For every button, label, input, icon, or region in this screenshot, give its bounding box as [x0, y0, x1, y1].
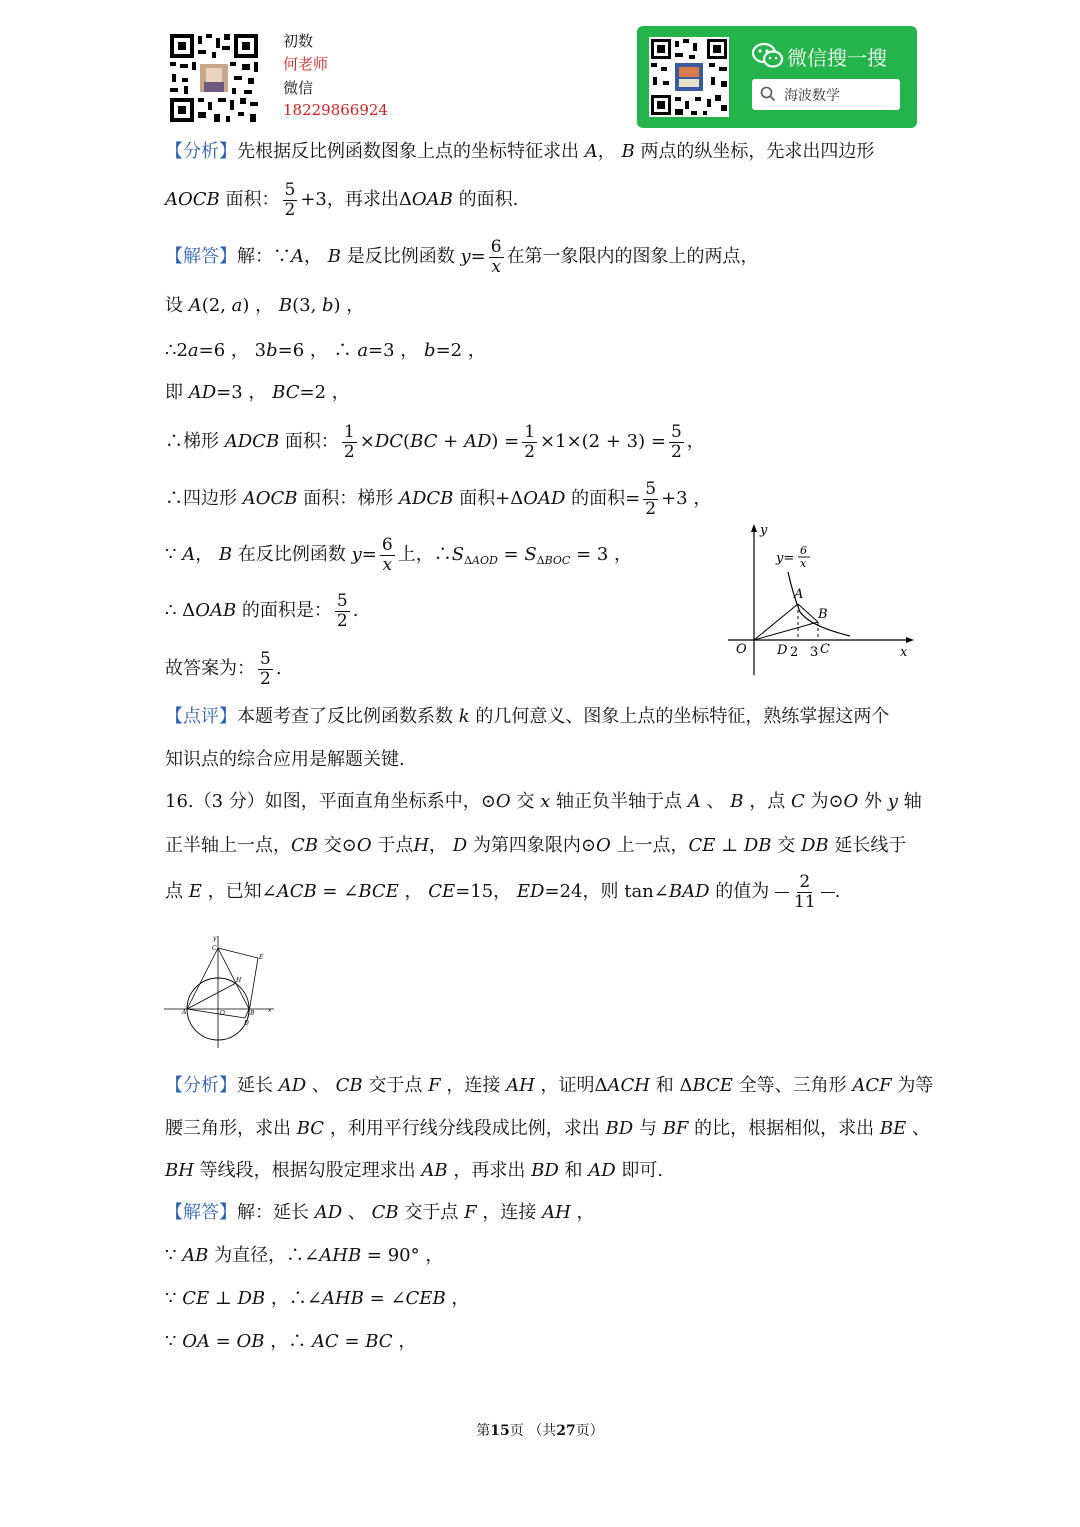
- fig1-label-C: C: [820, 642, 830, 657]
- wechat-icon: [752, 42, 784, 70]
- header-teacher-name: 何老师: [283, 55, 329, 73]
- analysis-tag: 【分析】: [165, 1075, 237, 1096]
- fig2-label-H: H: [236, 977, 242, 984]
- fig1-label-A: A: [794, 587, 804, 602]
- page-number: 15: [490, 1423, 510, 1439]
- q16-stem-line2: 正半轴上一点，CB 交⊙O 于点H， D 为第四象限内⊙O 上一点，CE ⊥ DB 交 DB 延长线于: [165, 835, 907, 856]
- wechat-search-card[interactable]: [637, 26, 917, 128]
- search-icon: [760, 86, 776, 106]
- figure-circle-geometry: [160, 932, 280, 1052]
- fig2-label-O: O: [220, 1010, 225, 1017]
- page-footer: 第15页 （共27页）: [476, 1423, 604, 1439]
- q15-final-answer-line: 故答案为： $\frac{5}{2}$ .: [165, 649, 282, 689]
- header-label-subject: 初数: [283, 32, 314, 50]
- fig1-label-x: x: [900, 645, 908, 660]
- q15-triangle-area-line: ∴ ΔOAB 的面积是： $\frac{5}{2}$ .: [165, 591, 359, 631]
- analysis-tag: 【分析】: [165, 141, 237, 162]
- fig1-func-den: x: [800, 557, 807, 570]
- q16-analysis-line1: 【分析】延长 AD 、 CB 交于点 F ，连接 AH ，证明ΔACH 和 ΔBCE 全等、三角形 ACF 为等: [165, 1075, 934, 1096]
- wechat-search-input[interactable]: [752, 79, 900, 110]
- q16-answer-line3: ∵ CE ⊥ DB ，∴∠AHB = ∠CEB ，: [165, 1288, 470, 1309]
- fig2-label-B: B: [250, 1010, 255, 1017]
- q15-answer-line1: 【解答】解：∵A， B 是反比例函数 y= $\frac{6}{x}$ 在第一象限内的图象上的两点，: [165, 237, 759, 277]
- answer-tag: 【解答】: [165, 246, 237, 268]
- q15-quad-line: ∴四边形 AOCB 面积：梯形 ADCB 面积+ΔOAD 的面积= $\frac{5}{2}$ +3 ，: [165, 479, 712, 519]
- q15-review-line2: 知识点的综合应用是解题关键.: [165, 749, 405, 770]
- q16-stem-line1: 16.（3 分）如图，平面直角坐标系中，⊙O 交 x 轴正负半轴于点 A 、 B ，点 C 为⊙O 外 y 轴: [165, 791, 922, 812]
- q16-stem-line3: 点 E ，已知∠ACB = ∠BCE ， CE=15， ED=24，则 tan∠BAD 的值为 $\frac{2}{11}$ .: [165, 872, 841, 912]
- figure-reciprocal-function: [720, 520, 920, 680]
- q16-answer-numerator: 2: [799, 872, 811, 892]
- fig2-label-C: C: [212, 945, 217, 952]
- q15-because-line: ∵ A， B 在反比例函数 y= $\frac{6}{x}$ 上，$\therefore S_{\Delta AOD} = S_{\Delta BOC} = 3$ ，: [165, 535, 633, 575]
- q16-analysis-line2: 腰三角形，求出 BC ，利用平行线分线段成比例，求出 BD 与 BF 的比，根据相似，求出 BE 、: [165, 1118, 930, 1139]
- q15-trapezoid-line: ∴梯形 ADCB 面积： $\frac{1}{2}$ ×DC(BC + AD) = $\frac{1}{2}$ ×1×(2 + 3) = $\frac{5}{2}$ ，: [165, 422, 705, 462]
- q16-answer-line1: 【解答】解：延长 AD 、 CB 交于点 F ，连接 AH ，: [165, 1202, 595, 1223]
- q15-analysis-line1: 【分析】先根据反比例函数图象上点的坐标特征求出 A， B 两点的纵坐标，先求出四边形: [165, 141, 875, 162]
- fig1-label-y: y: [760, 523, 768, 538]
- fig2-label-y: y: [213, 935, 217, 942]
- fig1-func-num: 6: [800, 544, 807, 557]
- fig1-label-B: B: [818, 607, 828, 622]
- q15-review-line1: 【点评】本题考查了反比例函数系数 k 的几何意义、图象上点的坐标特征，熟练掌握这两个: [165, 706, 890, 727]
- wechat-search-text: 海波数学: [784, 88, 840, 104]
- q15-set-line: 设 A(2, a) ， B(3, b) ，: [165, 295, 365, 316]
- fig2-label-x: x: [268, 1007, 272, 1014]
- fig1-func-label: y=: [776, 551, 795, 566]
- fig2-label-A: A: [182, 1009, 187, 1016]
- q16-answer-line2: ∵ AB 为直径，∴∠AHB = 90° ，: [165, 1245, 444, 1266]
- page-total: 27: [556, 1423, 576, 1439]
- fig1-label-O: O: [736, 642, 747, 657]
- q15-analysis-line2: AOCB 面积： $\frac{5}{2}$ +3，再求出ΔOAB 的面积.: [165, 180, 519, 220]
- q15-eq-line: ∴2a=6 ， 3b=6 ， ∴ a=3 ， b=2 ，: [165, 340, 486, 361]
- fig1-label-2: 2: [790, 645, 799, 660]
- fig2-label-D: D: [244, 1020, 249, 1027]
- q16-answer-denominator: 11: [794, 891, 816, 912]
- fig1-label-D: D: [777, 643, 788, 658]
- header-wechat-label: 微信: [283, 79, 314, 97]
- review-tag: 【点评】: [165, 706, 237, 727]
- header-phone: 18229866924: [283, 101, 388, 119]
- q15-ad-line: 即 AD=3 ， BC=2 ，: [165, 382, 350, 403]
- fig2-label-E: E: [259, 954, 264, 961]
- answer-tag: 【解答】: [165, 1202, 237, 1223]
- qr-code-teacher: [168, 32, 260, 124]
- q16-answer-line4: ∵ OA = OB ，∴ AC = BC ，: [165, 1331, 417, 1352]
- fig1-label-3: 3: [810, 645, 819, 660]
- q16-analysis-line3: BH 等线段，根据勾股定理求出 AB ，再求出 BD 和 AD 即可.: [165, 1160, 664, 1181]
- qr-code-wechat: [649, 37, 729, 117]
- wechat-search-title: 微信搜一搜: [787, 46, 887, 70]
